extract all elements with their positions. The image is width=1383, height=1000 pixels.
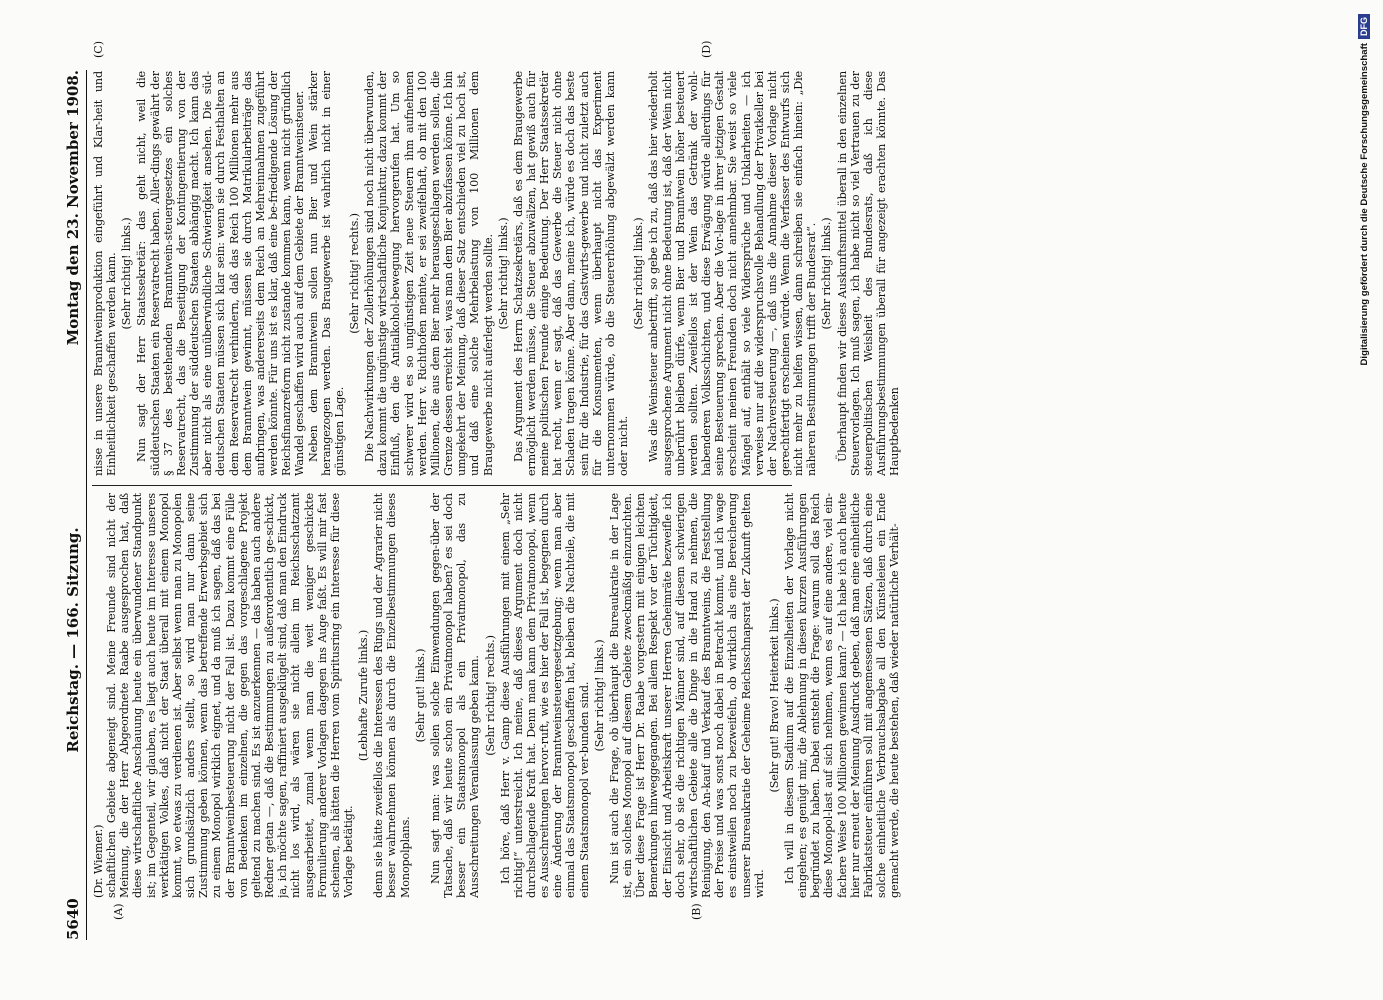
paragraph: Die Nachwirkungen der Zollerhöhungen sind noch nicht überwunden, dazu kommt die ungünstige wirtschaftliche Konjunktur, dazu kommt der Einfluß, den die Antialkohol-bewegung hervorgerufen hat. Um so schwerer wird es so ungünstigen Zeit neue Steuern ihm aufnehmen werden. Herr v. Richthofen meinte, er sei zweifelhaft, ob mit den 100 Millionen, die aus dem Bier mehr herausgeschlagen werden sollen, die Grenze dessen erreicht sei, was man dem Bier abzufassen könne. Ich bin umgekehrt der Meinung, daß dieser Satz entschieden viel zu hoch ist, und daß eine solche Mehrbelastung von 100 Millionen dem Braugewerbe nicht auferlegt werden sollte. <box>363 71 495 476</box>
margin-marker-c: (C) <box>92 41 105 58</box>
interjection: (Sehr richtig! links.) <box>120 217 134 330</box>
paragraph: Neben dem Branntwein sollen nun Bier und Wein stärker herangezogen werden. Das Braugewerbe ist wahrlich nicht in einer günstigen Lage. <box>306 71 346 476</box>
paragraph: Nun sagt man: was sollen solche Einwendungen gegen-über der Tatsache, daß wir heute schon ein Privatmonopol haben? es sei doch besser ein Staatsmonopol als ein Privatmonopol, das zu Ausschreitungen Veranlassung geben kann. <box>428 493 482 898</box>
speaker-note: (Dr. Wiemer.) <box>92 824 105 898</box>
credit-text: Digitalisierung gefördert durch die Deutsche Forschungsgemeinschaft <box>1359 43 1370 366</box>
paragraph: Nun sagt der Herr Staatssekretär: das geht nicht, weil die süddeutschen Staaten ein Reservatrecht haben. Aller-dings gewährt der § 37 des bestehenden Branntwein-steuergesetzes ein solches Reservatrecht, das die Beseitigung der Kontingentierung von der Zustimmung der süddeutschen Staaten abhängig macht. Ich kann das aber nicht als eine unüberwindliche Schwierigkeit ansehen. Die süd-deutschen Staaten müssen sich klar sein: wenn sie durch Festhalten an dem Reservatrecht verhindern, daß das Reich 100 Millionen mehr aus dem Branntwein gewinnt, müssen sie durch Matrikularbeiträge das aufbringen, was andererseits dem Reich an Mehreinnahmen zugeführt werden könnte. Für uns ist es klar, daß eine be-friedigende Lösung der Reichsfinanzreform nicht zustande kommen kann, wenn nicht gründlich Wandel geschaffen wird auch auf dem Gebiete der Branntweinsteuer. <box>135 71 307 476</box>
session-title: Reichstag. — 166. Sitzung. <box>64 527 82 753</box>
paragraph: Das Argument des Herrn Schatzsekretärs, daß es dem Braugewerbe ermöglicht werden müsse, die Steuer abzuwälzen, hat gewiß auch für meine politischen Freunde einige Bedeutung. Der Herr Staatssekretär hat recht, wenn er sagt, daß das Gewerbe die Steuer nicht ohne Schaden tragen könne. Aber dann, meine ich, würde es doch das beste sein für die Industrie, für das Gastwirts-gewerbe und nicht zuletzt auch für die Konsumenten, wenn überhaupt nicht das Experiment unternommen würde, ob die Steuererhöhung abgewälzt werden kann oder nicht. <box>511 71 631 476</box>
interjection: (Sehr richtig! links.) <box>592 639 606 752</box>
interjection: (Sehr gut! Bravo! Heiterkeit links.) <box>767 598 781 793</box>
dfg-logo: DFG <box>1358 14 1370 39</box>
session-date: Montag den 23. November 1908. <box>64 70 82 346</box>
paragraph: Ich höre, daß Herr v. Gamp diese Ausführungen mit einem „Sehr richtig!“ unterstreicht. Ich meine, daß dieses Argument doch nicht durchschlagende Kraft hat. Denn man kann dem Privatmonopol, wenn es Ausschreitungen hervor-ruft, wie es hier der Fall ist, begegnen durch eine Änderung der Branntweinsteuergesetzgebung; wenn man aber einmal das Staatsmonopol geschaffen hat, bleiben die Nachteile, die mit einem Staatsmonopol ver-bunden sind. <box>498 493 591 898</box>
right-column <box>92 71 1302 476</box>
paragraph: Ich will in diesem Stadium auf die Einzelheiten der Vorlage nicht eingehen; es genügt mir, die Ablehnung in diesen kurzen Ausführungen begründet zu haben. Dabei entsteht die Frage: warum soll das Reich diese Monopol-last auf sich nehmen, wenn es auf eine andere, viel ein-fachere Weise 100 Millionen gewinnen kann? — Ich habe ich auch heute hier nur erneut der Meinung Ausdruck geben, daß man eine einheitliche Fabrikatsteuer einführen soll mit angemessenen Sätzen, daß durch eine solche einheitliche Verbrauchsabgabe all den Künsteleien ein Ende gemacht werde, die heute bestehen, daß wieder natürliche Verhält- <box>782 493 902 898</box>
digitization-credit <box>1356 14 1374 989</box>
paragraph: Nun ist auch die Frage, ob überhaupt die Bureaukratie in der Lage ist, ein solches Monopol auf diesem Gebiete zweckmäßig einzurichten. Über diese Frage ist Herr Dr. Raabe vorgestern mit einigen leichten Bemerkungen hinweggegangen. Bei allem Respekt vor der Tüchtigkeit, der Einsicht und Arbeitskraft unserer Herren Geheimräte bezweifle ich doch sehr, ob sie die richtigen Männer sind, auf diesem schwierigen wirtschaftlichen Gebiete alle die Dinge in die Hand zu nehmen, die Reinigung, den An-kauf und Verkauf des Branntweins, die Feststellung der Preise und was sonst noch dabei in Betracht kommt, und ich wage es einstweilen noch zu bezweifeln, ob wirklich als eine Bereicherung unserer Bureaukratie der Geheime Reichsschnapsrat der Zukunft gelten wird. <box>607 493 766 898</box>
page-header <box>62 70 87 940</box>
paragraph: nisse in unsere Branntweinproduktion eingeführt und Klar-heit und Einheitlichkeit geschaffen werden kann. <box>92 71 119 476</box>
interjection: (Sehr richtig! links.) <box>496 217 510 330</box>
interjection: (Sehr gut! links.) <box>413 648 427 743</box>
margin-marker-a: (A) <box>112 903 125 920</box>
interjection: (Sehr richtig! links.) <box>632 217 646 330</box>
page-number: 5640 <box>64 898 82 940</box>
margin-marker-d: (D) <box>700 40 713 58</box>
paragraph: Was die Weinsteuer anbetrifft, so gebe ich zu, daß das hier wiederholt ausgesprochene Argument nicht ohne Bedeutung ist, daß der Wein nicht unberührt bleiben dürfe, wenn Bier und Branntwein höher besteuert werden sollten. Zweifellos ist der Wein das Getränk der wohl-habenderen Volksschichten, und diese Erwägung würde allerdings für seine Besteuerung sprechen. Aber die Vor-lage in ihrer jetzigen Gestalt erscheint meinen Freunden doch nicht annehmbar. Sie weist so viele Mängel auf, enthält so viele Widersprüche und Unklarheiten — ich verweise nur auf die widerspruchsvolle Behandlung der Privatkeller bei der Nachversteuerung —, daß uns die Annahme dieser Vorlage nicht gerechtfertigt erscheinen würde. Wenn die Verfasser des Entwurfs sich nicht mehr zu helfen wissen, dann schreiben sie einfach hinein: „Die näheren Bestimmungen trifft der Bundesrat“. <box>647 71 819 476</box>
interjection: (Sehr richtig! rechts.) <box>483 635 497 756</box>
paragraph: schaftlichen Gebiete abgeneigt sind. Meine Freunde sind nicht der Meinung, die der Herr Abgeordnete Raabe ausgesprochen hat, daß diese wirtschaftliche Anschauung heute ein überwundener Standpunkt ist; im Gegenteil, wir glauben, es liegt auch heute im Interesse unseres werktätigen Volkes, daß nicht der Staat überall mit einem Monopol kommt, wo etwas zu verdienen ist. Aber selbst wenn man zu Monopolen sich grundsätzlich anders stellt, so wird man nur dann seine Zustimmung geben können, wenn das betreffende Erwerbsgebiet sich zu einem Monopol wirklich eignet, und da muß ich sagen, daß das bei der Branntweinbesteuerung nicht der Fall ist. Dazu kommt eine Fülle von Bedenken im einzelnen, die gegen das vorgeschlagene Projekt geltend zu machen sind. Es ist anzuerkennen — das haben auch andere Redner getan —, daß die Bestimmungen zu außerordentlich ge-schickt, ja, ich möchte sagen, raffiniert ausgeklügelt sind, daß man den Eindruck nicht los wird, als wären sie nicht allein im Reichsschatzamt ausgearbeitet, zumal wenn man die weit weniger geschickte Formulierung anderer Vorlagen dagegen ins Auge faßt. Es will mir fast scheinen, als hätten die Herren vom Spiritusring ein Interesse für diese Vorlage betätigt. <box>105 493 355 898</box>
interjection: (Sehr richtig! rechts.) <box>347 213 361 334</box>
interjection: (Sehr richtig! links.) <box>820 217 834 330</box>
paragraph: denn sie hätte zweifellos die Interessen des Rings und der Agrarier nicht besser wahrnehmen können als durch die Einzelbestimmungen dieses Monopolplans. <box>372 493 412 898</box>
margin-marker-b: (B) <box>690 903 703 920</box>
left-column <box>92 493 1302 898</box>
column-rule <box>92 485 792 486</box>
interjection: (Lebhafte Zurufe links.) <box>357 629 371 762</box>
paragraph: Überhaupt finden wir dieses Auskunftsmittel überall in den einzelnen Steuervorlagen. Ich muß sagen, ich habe nicht so viel Vertrauen zu der steuerpolitischen Weisheit des Bundesrats, daß ich diese Ausführungsbestimmungen überall für angezeigt erachten könnte. Das Hauptbedenken <box>835 71 902 476</box>
